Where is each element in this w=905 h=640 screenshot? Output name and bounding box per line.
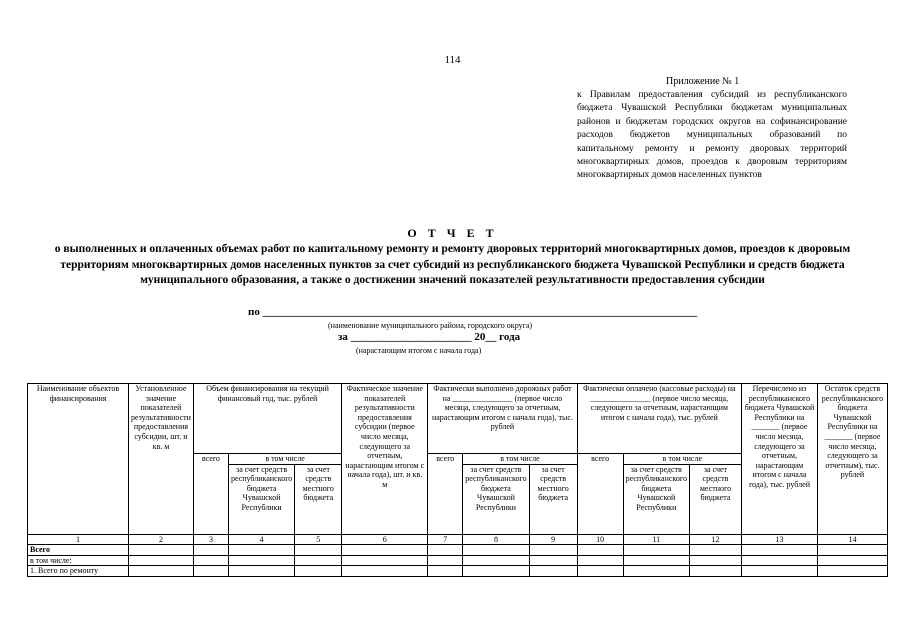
- column-number: 2: [129, 534, 194, 545]
- column-number: 13: [741, 534, 817, 545]
- page-number: 114: [444, 54, 461, 66]
- header-republican-budget: за счет средств республиканского бюджета Чувашской Республики: [623, 464, 689, 534]
- column-number: 1: [28, 534, 129, 545]
- column-number: 4: [228, 534, 294, 545]
- header-total: всего: [193, 454, 228, 535]
- report-subtitle: о выполненных и оплаченных объемах работ по капитальному ремонту и ремонту дворовых территорий многоквартирных домов, проездов к дворовым территориям многоквартирных домов населенных пунктов за счет субсидий из республиканского бюджета Чувашской Республики и средств бюджета муниципального образования, а также о достижении значений показателей результативности предоставления субсидии: [54, 243, 851, 286]
- header-including: в том числе: [623, 454, 741, 465]
- appendix-text: к Правилам предоставления субсидий из республиканского бюджета Чувашской Республики бюджетам муниципальных районов и бюджетам городских округов на софинансирование расходов бюджетов муниципальных образований по капитальному ремонту и ремонту дворовых территорий многоквартирных домов, проездов к дворовым территориям многоквартирных домов населенных пунктов: [577, 90, 847, 181]
- header-paid: Фактически оплачено (кассовые расходы) на _______________ (первое число месяца, следующего за отчетным, нарастающим итогом с начала года), тыс. рублей: [577, 384, 741, 454]
- column-number: 14: [817, 534, 887, 545]
- column-number: 7: [428, 534, 463, 545]
- header-republican-budget: за счет средств республиканского бюджета Чувашской Республики: [228, 464, 294, 534]
- column-number: 10: [577, 534, 623, 545]
- header-local-budget: за счет средств местного бюджета: [689, 464, 741, 534]
- header-transferred: Перечислено из республиканского бюджета Чувашской Республики на _______ (первое число месяца, следующего за отчетным, нарастающим итогом с начала года), тыс. рублей: [741, 384, 817, 535]
- header-actual-value: Фактическое значение показателей результативности предоставления субсидии (первое число месяца, следующего за отчетным, нарастающим итогом с начала года), шт. и кв. м: [342, 384, 428, 535]
- column-number: 3: [193, 534, 228, 545]
- header-financing-volume: Объем финансирования на текущий финансовый год, тыс. рублей: [193, 384, 341, 454]
- header-including: в том числе: [228, 454, 341, 465]
- header-local-budget: за счет средств местного бюджета: [295, 464, 342, 534]
- header-name: Наименование объектов финансирования: [28, 384, 129, 535]
- column-number: 9: [529, 534, 577, 545]
- header-balance: Остаток средств республиканского бюджета Чувашской Республики на _______ (первое число месяца, следующего за отчетным), тыс. рублей: [817, 384, 887, 535]
- row-label-total: Всего: [28, 545, 129, 556]
- municipality-note: (наименование муниципального района, городского округа): [328, 321, 533, 330]
- header-total: всего: [428, 454, 463, 535]
- report-table: [27, 383, 888, 577]
- column-number: 11: [623, 534, 689, 545]
- row-label-including: в том числе:: [28, 555, 129, 566]
- column-number: 6: [342, 534, 428, 545]
- header-including: в том числе: [463, 454, 577, 465]
- header-target-value: Установленное значение показателей результативности предоставления субсидии, шт. и кв. м: [129, 384, 194, 535]
- header-republican-budget: за счет средств республиканского бюджета Чувашской Республики: [463, 464, 529, 534]
- header-works-done: Фактически выполнено дорожных работ на _______________ (первое число месяца, следующего за отчетным, нарастающим итогом с начала года), тыс. рублей: [428, 384, 577, 454]
- column-number: 5: [295, 534, 342, 545]
- column-number: 12: [689, 534, 741, 545]
- period-note: (нарастающим итогом с начала года): [356, 346, 482, 355]
- report-title: О Т Ч Е Т: [407, 226, 498, 240]
- appendix-title: Приложение № 1: [666, 76, 740, 87]
- row-label-repair-total: 1. Всего по ремонту: [28, 566, 129, 577]
- header-local-budget: за счет средств местного бюджета: [529, 464, 577, 534]
- municipality-line: по _______________________________________________________________________________: [248, 306, 698, 318]
- period-line: за ______________________ 20__ года: [338, 331, 521, 343]
- column-number: 8: [463, 534, 529, 545]
- header-total: всего: [577, 454, 623, 535]
